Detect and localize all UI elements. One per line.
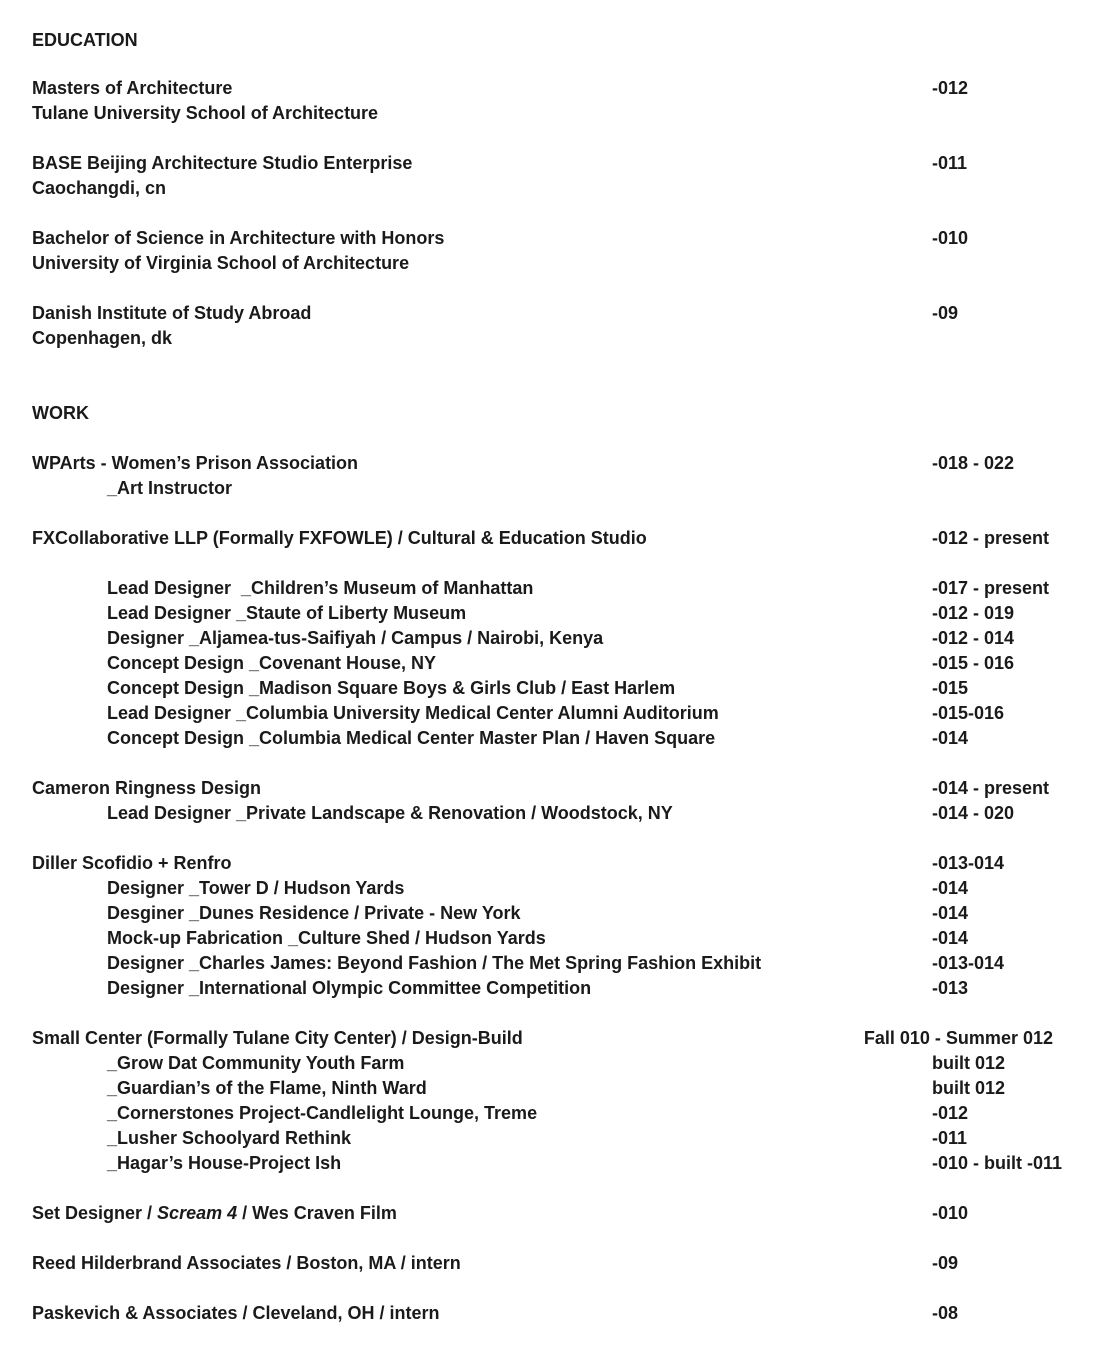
project-line: _Cornerstones Project-Candlelight Lounge, Treme <box>107 1103 538 1123</box>
project-line: Lead Designer _Children’s Museum of Manhattan <box>107 578 534 598</box>
education-institution: Caochangdi, cn <box>32 178 167 198</box>
employer-title: FXCollaborative LLP (Formally FXFOWLE) / Cultural & Education Studio <box>32 528 647 548</box>
project-date: -013 <box>932 978 969 998</box>
project-line: Designer _Charles James: Beyond Fashion / The Met Spring Fashion Exhibit <box>107 953 762 973</box>
project-line: _Grow Dat Community Youth Farm <box>107 1053 405 1073</box>
education-institution: Copenhagen, dk <box>32 328 173 348</box>
project-line: Concept Design _Columbia Medical Center Master Plan / Haven Square <box>107 728 716 748</box>
education-date: -09 <box>932 303 959 323</box>
education-date: -011 <box>932 153 968 173</box>
project-date: -017 - present <box>932 578 1050 598</box>
project-date: -012 - 019 <box>932 603 1015 623</box>
employer-date: -013-014 <box>932 853 1005 873</box>
employer-date: -010 <box>932 1203 969 1223</box>
project-date: -012 <box>932 1103 969 1123</box>
employer-date: -018 - 022 <box>932 453 1015 473</box>
employer-title: Small Center (Formally Tulane City Center) / Design-Build <box>32 1028 523 1048</box>
education-institution: University of Virginia School of Architecture <box>32 253 410 273</box>
project-date: -015 - 016 <box>932 653 1015 673</box>
education-date: -010 <box>932 228 969 248</box>
employer-title: Diller Scofidio + Renfro <box>32 853 232 873</box>
project-date: -015-016 <box>932 703 1005 723</box>
project-line: Concept Design _Madison Square Boys & Girls Club / East Harlem <box>107 678 676 698</box>
scream-suffix: / Wes Craven Film <box>237 1203 397 1223</box>
project-line: _Hagar’s House-Project Ish <box>107 1153 342 1173</box>
project-line: Lead Designer _Private Landscape & Renovation / Woodstock, NY <box>107 803 673 823</box>
employer-date: -012 - present <box>932 528 1050 548</box>
employer-date: -014 - present <box>932 778 1050 798</box>
employer-title: Paskevich & Associates / Cleveland, OH / intern <box>32 1303 440 1323</box>
project-date: -014 <box>932 878 969 898</box>
project-line: Lead Designer _Staute of Liberty Museum <box>107 603 467 623</box>
employer-title: Reed Hilderbrand Associates / Boston, MA / intern <box>32 1253 461 1273</box>
education-degree: Bachelor of Science in Architecture with Honors <box>32 228 445 248</box>
project-date: built 012 <box>932 1053 1006 1073</box>
project-date: built 012 <box>932 1078 1006 1098</box>
employer-date: -08 <box>932 1303 959 1323</box>
education-institution: Tulane University School of Architecture <box>32 103 379 123</box>
scream-prefix: Set Designer / <box>32 1203 158 1223</box>
project-date: -014 <box>932 903 969 923</box>
project-line: Mock-up Fabrication _Culture Shed / Hudson Yards <box>107 928 546 948</box>
film-title: Scream 4 <box>157 1203 238 1223</box>
role-line: _Art Instructor <box>107 478 233 498</box>
education-degree: Danish Institute of Study Abroad <box>32 303 312 323</box>
project-line: Designer _Aljamea-tus-Saifiyah / Campus / Nairobi, Kenya <box>107 628 604 648</box>
project-line: _Guardian’s of the Flame, Ninth Ward <box>107 1078 427 1098</box>
education-degree: Masters of Architecture <box>32 78 233 98</box>
project-line: Designer _Tower D / Hudson Yards <box>107 878 405 898</box>
education-heading: EDUCATION <box>32 30 138 50</box>
project-line: Lead Designer _Columbia University Medical Center Alumni Auditorium <box>107 703 719 723</box>
education-date: -012 <box>932 78 969 98</box>
employer-title: WPArts - Women’s Prison Association <box>32 453 359 473</box>
project-date: -015 <box>932 678 969 698</box>
project-date: -014 <box>932 928 969 948</box>
project-line: Concept Design _Covenant House, NY <box>107 653 437 673</box>
project-date: -012 - 014 <box>932 628 1015 648</box>
education-degree: BASE Beijing Architecture Studio Enterprise <box>32 153 413 173</box>
employer-title <box>32 1202 397 1224</box>
project-line: Designer _International Olympic Committee Competition <box>107 978 592 998</box>
employer-title: Cameron Ringness Design <box>32 778 262 798</box>
project-date: -010 - built -011 <box>932 1153 1063 1173</box>
project-date: -011 <box>932 1128 968 1148</box>
project-line: Desginer _Dunes Residence / Private - New York <box>107 903 521 923</box>
project-date: -013-014 <box>932 953 1005 973</box>
employer-date: -09 <box>932 1253 959 1273</box>
project-date: -014 <box>932 728 969 748</box>
project-line: _Lusher Schoolyard Rethink <box>107 1128 352 1148</box>
employer-date: Fall 010 - Summer 012 <box>863 1028 1053 1048</box>
work-heading: WORK <box>32 403 89 423</box>
project-date: -014 - 020 <box>932 803 1015 823</box>
